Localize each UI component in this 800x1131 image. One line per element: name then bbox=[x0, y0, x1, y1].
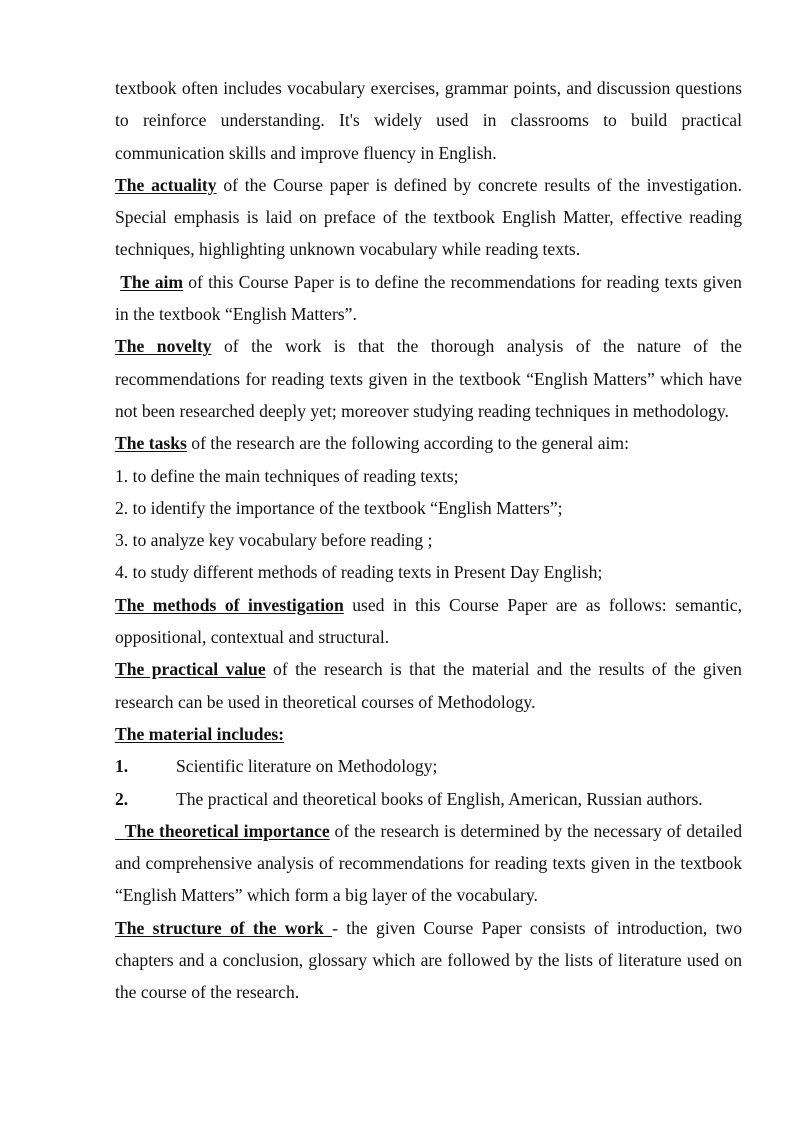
task-item: 4. to study different methods of reading texts in Present Day English; bbox=[115, 562, 603, 583]
structure-text: - the given Course Paper consists of introduction, two chapters and a conclusion, glossary which are followed by the lists of literature used on the course of the research. bbox=[115, 917, 743, 1003]
material-item bbox=[115, 750, 742, 782]
methods-paragraph bbox=[115, 589, 742, 654]
novelty-paragraph bbox=[115, 330, 742, 427]
structure-heading: The structure of the work bbox=[115, 917, 333, 938]
theoretical-text: of the research is determined by the necessary of detailed and comprehensive analysis of recommendations for reading texts given in the textbook “English Matters” which form a big layer of the vocabulary. bbox=[115, 820, 742, 906]
novelty-text: of the work is that the thorough analysis of the nature of the recommendations for reading texts given in the textbook “English Matters” which have not been researched deeply yet; moreover studying reading techniques in methodology. bbox=[115, 336, 742, 421]
material-paragraph bbox=[115, 718, 742, 750]
structure-paragraph bbox=[115, 912, 742, 1009]
practical-heading: The practical value bbox=[115, 659, 266, 680]
actuality-paragraph bbox=[115, 169, 742, 266]
material-item-number: 1. bbox=[115, 756, 129, 777]
aim-text: of this Course Paper is to define the recommendations for reading texts given in the textbook “English Matters”. bbox=[115, 271, 742, 325]
actuality-text: of the Course paper is defined by concrete results of the investigation. Special emphasis is laid on preface of the textbook English Matter, effective reading techniques, highlighting unknown vocabulary while reading texts. bbox=[115, 174, 742, 260]
intro-paragraph: textbook often includes vocabulary exercises, grammar points, and discussion questions to reinforce understanding. It's widely used in classrooms to build practical communication skills and improve fluency in English. bbox=[115, 78, 742, 163]
tasks-text: of the research are the following according to the general aim: bbox=[186, 433, 629, 454]
task-item: 2. to identify the importance of the textbook “English Matters”; bbox=[115, 497, 563, 518]
task-item: 3. to analyze key vocabulary before reading ; bbox=[115, 530, 433, 551]
practical-paragraph bbox=[115, 653, 742, 718]
aim-heading: The aim bbox=[120, 271, 184, 292]
material-item-text: Scientific literature on Methodology; bbox=[176, 756, 438, 777]
document-page bbox=[115, 72, 742, 1009]
novelty-heading: The novelty bbox=[115, 336, 212, 357]
tasks-heading: The tasks bbox=[115, 433, 187, 454]
material-heading: The material includes: bbox=[115, 723, 285, 744]
material-item-number: 2. bbox=[115, 788, 129, 809]
aim-paragraph bbox=[115, 266, 742, 331]
practical-text: of the research is that the material and the results of the given research can be used in theoretical courses of Methodology. bbox=[115, 659, 742, 712]
material-item-text: The practical and theoretical books of English, American, Russian authors. bbox=[176, 788, 703, 809]
methods-text: used in this Course Paper are as follows: semantic, oppositional, contextual and structural. bbox=[115, 594, 743, 648]
material-item bbox=[115, 783, 742, 815]
tasks-paragraph bbox=[115, 427, 742, 459]
theoretical-paragraph bbox=[115, 815, 742, 912]
methods-heading: The methods of investigation bbox=[115, 594, 344, 615]
actuality-heading: The actuality bbox=[115, 174, 217, 195]
task-item: 1. to define the main techniques of reading texts; bbox=[115, 465, 459, 486]
theoretical-heading: The theoretical importance bbox=[124, 820, 330, 841]
